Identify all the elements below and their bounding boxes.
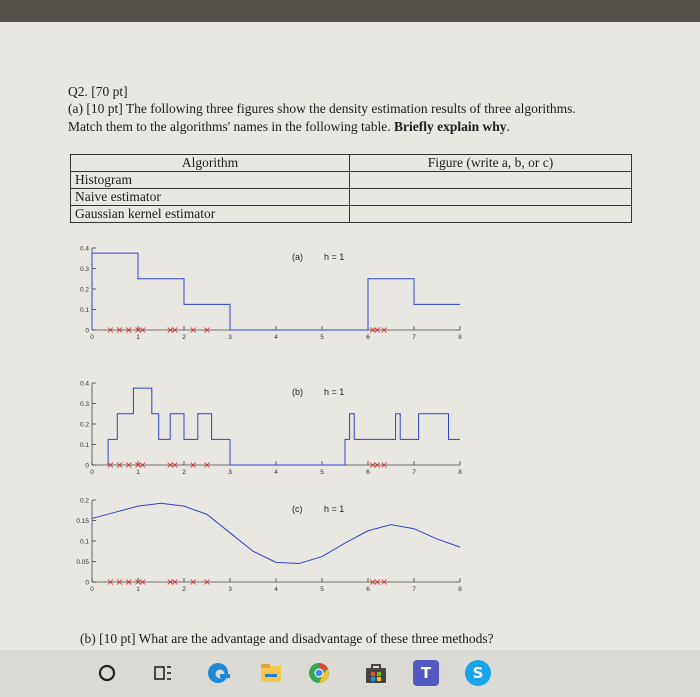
x-tick-label: 2 bbox=[182, 586, 186, 593]
x-tick-label: 7 bbox=[412, 334, 416, 341]
x-tick-label: 5 bbox=[320, 469, 324, 476]
density-series-line bbox=[92, 503, 460, 563]
table-cell-answer bbox=[350, 172, 632, 189]
density-plot-b bbox=[60, 373, 480, 485]
algorithm-table bbox=[70, 154, 632, 223]
y-tick-label: 0.1 bbox=[79, 538, 89, 546]
x-tick-label: 7 bbox=[412, 586, 416, 593]
y-tick-label: 0.15 bbox=[76, 518, 89, 525]
y-tick-label: 0.1 bbox=[79, 307, 89, 314]
part-a-line-2 bbox=[68, 119, 510, 135]
file-explorer-icon[interactable] bbox=[258, 660, 284, 686]
y-tick-label: 0.2 bbox=[79, 497, 89, 505]
x-tick-label: 5 bbox=[320, 334, 324, 341]
chrome-icon[interactable] bbox=[306, 660, 332, 686]
x-tick-label: 3 bbox=[228, 586, 232, 593]
part-a-end: . bbox=[506, 119, 510, 134]
density-plot-c bbox=[60, 490, 480, 602]
x-tick-label: 0 bbox=[90, 334, 94, 341]
part-b-question: (b) [10 pt] What are the advantage and disadvantage of these three methods? bbox=[80, 631, 494, 646]
x-tick-label: 3 bbox=[228, 334, 232, 341]
density-series-line bbox=[108, 388, 460, 465]
x-tick-label: 3 bbox=[228, 469, 232, 476]
y-tick-label: 0.2 bbox=[79, 286, 89, 294]
plot-label: (a) bbox=[292, 252, 303, 262]
x-tick-label: 7 bbox=[412, 469, 416, 476]
part-a-bold: Briefly explain why bbox=[394, 119, 507, 134]
table-cell-algorithm: Naive estimator bbox=[71, 189, 350, 206]
table-header-figure: Figure (write a, b, or c) bbox=[350, 155, 632, 172]
table-cell-answer bbox=[350, 206, 632, 223]
skype-icon[interactable] bbox=[465, 660, 491, 686]
edge-icon[interactable] bbox=[205, 660, 231, 686]
y-tick-label: 0 bbox=[85, 579, 89, 587]
taskbar bbox=[0, 650, 700, 697]
x-tick-label: 1 bbox=[136, 334, 140, 341]
y-tick-label: 0 bbox=[85, 462, 89, 470]
search-circle-icon[interactable] bbox=[94, 660, 120, 686]
x-tick-label: 0 bbox=[90, 469, 94, 476]
task-view-icon[interactable] bbox=[150, 660, 176, 686]
table-header-row bbox=[71, 155, 632, 172]
x-tick-label: 4 bbox=[274, 586, 278, 593]
x-tick-label: 0 bbox=[90, 586, 94, 593]
table-cell-algorithm: Gaussian kernel estimator bbox=[71, 206, 350, 223]
table-row bbox=[71, 172, 632, 189]
question-header-text: Q2. [70 pt] bbox=[68, 84, 128, 99]
y-tick-label: 0.2 bbox=[79, 421, 89, 429]
plot-label: (b) bbox=[292, 387, 303, 397]
table-row bbox=[71, 206, 632, 223]
x-tick-label: 1 bbox=[136, 469, 140, 476]
x-tick-label: 8 bbox=[458, 334, 462, 341]
y-tick-label: 0.4 bbox=[79, 380, 89, 388]
density-series-line bbox=[92, 253, 460, 330]
x-tick-label: 6 bbox=[366, 586, 370, 593]
plot-param: h = 1 bbox=[324, 504, 345, 514]
x-tick-label: 8 bbox=[458, 469, 462, 476]
teams-icon[interactable] bbox=[413, 660, 439, 686]
x-tick-label: 2 bbox=[182, 469, 186, 476]
plot-label: (c) bbox=[292, 504, 303, 514]
y-tick-label: 0.1 bbox=[79, 442, 89, 449]
store-icon[interactable] bbox=[363, 660, 389, 686]
x-tick-label: 2 bbox=[182, 334, 186, 341]
x-tick-label: 4 bbox=[274, 334, 278, 341]
y-tick-label: 0.4 bbox=[79, 245, 89, 253]
x-tick-label: 6 bbox=[366, 334, 370, 341]
y-tick-label: 0.3 bbox=[79, 401, 89, 408]
y-tick-label: 0 bbox=[85, 327, 89, 335]
x-tick-label: 8 bbox=[458, 586, 462, 593]
x-tick-label: 5 bbox=[320, 586, 324, 593]
table-header-algorithm: Algorithm bbox=[71, 155, 350, 172]
table-row bbox=[71, 189, 632, 206]
photo-top-shadow bbox=[0, 0, 700, 22]
part-a-line-1: (a) [10 pt] The following three figures show the density estimation results of three algorithms. bbox=[68, 101, 576, 116]
plot-param: h = 1 bbox=[324, 387, 345, 397]
part-a-plain: Match them to the algorithms' names in the following table. bbox=[68, 119, 394, 134]
x-tick-label: 1 bbox=[136, 586, 140, 593]
y-tick-label: 0.05 bbox=[76, 559, 89, 566]
teams-letter: T bbox=[420, 664, 432, 682]
density-plot-a bbox=[60, 238, 480, 350]
y-tick-label: 0.3 bbox=[79, 266, 89, 273]
table-cell-algorithm: Histogram bbox=[71, 172, 350, 189]
x-tick-label: 6 bbox=[366, 469, 370, 476]
question-header bbox=[68, 84, 128, 100]
skype-letter: S bbox=[472, 664, 484, 682]
plot-param: h = 1 bbox=[324, 252, 345, 262]
x-tick-label: 4 bbox=[274, 469, 278, 476]
table-cell-answer bbox=[350, 189, 632, 206]
